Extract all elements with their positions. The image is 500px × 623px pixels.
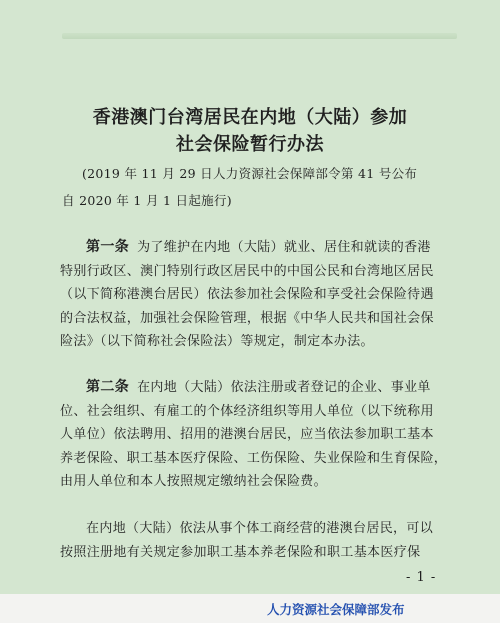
article-2b-line: 按照注册地有关规定参加职工基本养老保险和职工基本医疗保 (60, 544, 421, 560)
article-1-line: （以下简称港澳台居民）依法参加社会保险和享受社会保险待遇 (60, 287, 434, 302)
top-decorative-bar (62, 33, 457, 39)
document-title-line-1: 香港澳门台湾居民在内地（大陆）参加 (92, 107, 408, 128)
article-1-text: 为了维护在内地（大陆）就业、居住和就读的香港 (137, 240, 431, 255)
article-1-line (60, 236, 458, 260)
document-title-line-2: 社会保险暂行办法 (176, 134, 324, 155)
article-1-line: 险法》（以下简称社会保险法）等规定，制定本办法。 (60, 334, 374, 349)
article-1-line: 特别行政区、澳门特别行政区居民中的中国公民和台湾地区居民 (60, 263, 434, 279)
article-2-line: 养老保险、职工基本医疗保险、工伤保险、失业保险和生育保险， (60, 450, 448, 466)
article-1-line: 的合法权益，加强社会保险管理，根据《中华人民共和国社会保 (60, 310, 434, 326)
article-2-line: 人单位）依法聘用、招用的港澳台居民，应当依法参加职工基本 (60, 427, 434, 442)
article-2-line: 位、社会组织、有雇工的个体经济组织等用人单位（以下统称用 (60, 403, 434, 419)
footer-bar (0, 594, 500, 623)
article-1 (60, 236, 458, 354)
article-2 (60, 376, 458, 494)
article-2-line: 由用人单位和本人按照规定缴纳社会保险费。 (60, 474, 328, 489)
publisher-label: 人力资源社会保障部发布 (267, 602, 405, 617)
article-2b-line: 在内地（大陆）依法从事个体工商经营的港澳台居民，可以 (86, 521, 434, 536)
issuance-note-line-1: (2019 年 11 月 29 日人力资源社会保障部令第 41 号公布 (82, 166, 418, 181)
issuance-note-line-2: 自 2020 年 1 月 1 日起施行) (62, 193, 232, 208)
article-2-line (60, 376, 458, 400)
article-2-paragraph-2 (60, 517, 458, 564)
article-2-text: 在内地（大陆）依法注册或者登记的企业、事业单 (137, 380, 431, 395)
page-number: - 1 - (406, 570, 437, 585)
article-1-label: 第一条 (86, 239, 130, 255)
article-2-label: 第二条 (86, 379, 130, 395)
